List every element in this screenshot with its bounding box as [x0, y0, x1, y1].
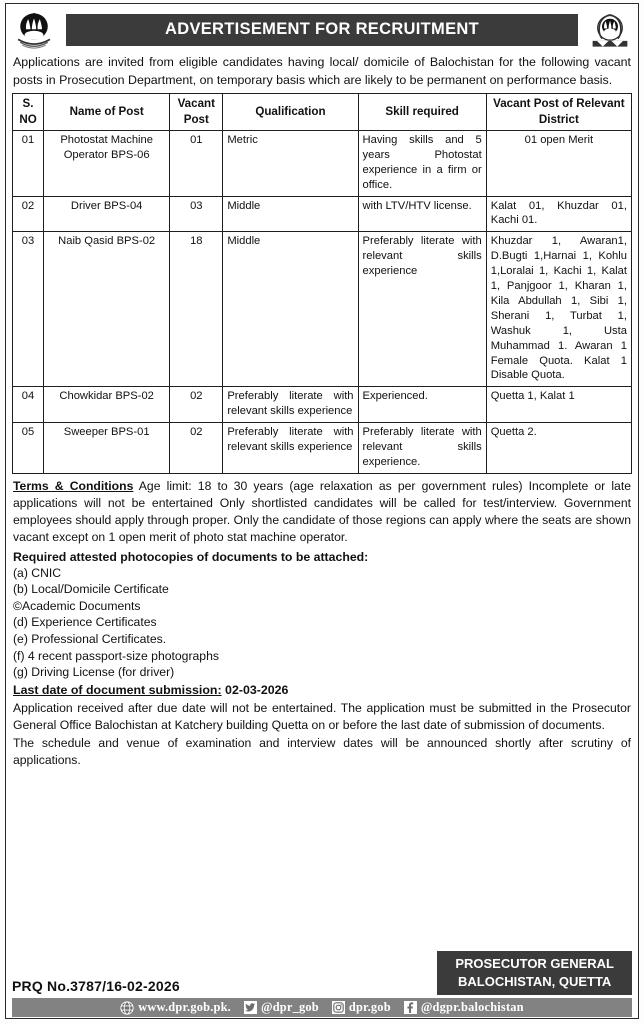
signature-row: [12, 951, 632, 998]
table-row: [13, 196, 632, 232]
table-row: [13, 232, 632, 387]
terms-heading: Terms & Conditions: [13, 478, 134, 493]
terms-body: Age limit: 18 to 30 years (age relaxation as per government rules) Incomplete or late applications will not be entertained Only shortlisted candidates will be called for test/interview. Government employees should apply through proper. Only the candidate of those regions can apply where the seats are shown vacant except on 1 open merit of photo stat machine operator.: [13, 478, 631, 545]
cell-vacant: 03: [170, 196, 223, 232]
cell-post: Sweeper BPS-01: [44, 423, 170, 474]
website-link[interactable]: [120, 1000, 231, 1015]
list-item: (f) 4 recent passport-size photographs: [13, 648, 219, 663]
cell-district: Kalat 01, Khuzdar 01, Kachi 01.: [486, 196, 631, 232]
website-label: www.dpr.gob.pk.: [138, 1000, 231, 1014]
list-item: (d) Experience Certificates: [13, 615, 157, 630]
cell-qualification: Middle: [223, 196, 358, 232]
cell-qualification: Metric: [223, 131, 358, 197]
cell-vacant: 02: [170, 387, 223, 423]
instagram-icon: [332, 1001, 345, 1014]
signature-line-2: BALOCHISTAN, QUETTA: [457, 973, 612, 989]
closing-notes: [12, 699, 632, 770]
list-item: ©Academic Documents: [13, 598, 141, 613]
globe-icon: [120, 1001, 134, 1015]
last-date-line: [12, 681, 632, 699]
balochistan-government-emblem-icon: [12, 9, 56, 51]
required-documents-list: [12, 565, 632, 681]
cell-vacant: 01: [170, 131, 223, 197]
instagram-link[interactable]: [332, 1000, 391, 1015]
cell-skill: Experienced.: [358, 387, 486, 423]
cell-district: 01 open Merit: [486, 131, 631, 197]
twitter-link[interactable]: [244, 1000, 319, 1015]
cell-post: Chowkidar BPS-02: [44, 387, 170, 423]
cell-qualification: Preferably literate with relevant skills experience: [223, 387, 358, 423]
column-header-name-of-post: Name of Post: [44, 94, 170, 131]
document-sheet: [5, 3, 639, 1019]
cell-post: Photostat Machine Operator BPS-06: [44, 131, 170, 197]
table-row: [13, 387, 632, 423]
facebook-icon: [404, 1001, 417, 1014]
cell-qualification: Preferably literate with relevant skills experience: [223, 423, 358, 474]
table-row: [13, 423, 632, 474]
cell-post: Naib Qasid BPS-02: [44, 232, 170, 387]
facebook-link[interactable]: [404, 1000, 524, 1015]
last-date-value: 02-03-2026: [221, 682, 289, 697]
cell-sno: 04: [13, 387, 44, 423]
required-documents-heading: Required attested photocopies of documents to be attached:: [13, 549, 369, 564]
closing-paragraph: Application received after due date will not be entertained. The application must be submitted in the Prosecutor General Office Balochistan at Katchery building Quetta on or before the last date of submission of documents.: [13, 700, 631, 732]
cell-skill: Having skills and 5 years Photostat experience in a firm or office.: [358, 131, 486, 197]
column-header-sno: S. NO: [13, 94, 44, 131]
cell-sno: 05: [13, 423, 44, 474]
cell-district: Quetta 2.: [486, 423, 631, 474]
column-header-qualification: Qualification: [223, 94, 358, 131]
list-item: (b) Local/Domicile Certificate: [13, 582, 169, 597]
prosecution-department-emblem-icon: [588, 9, 632, 51]
vacancy-table: [12, 93, 632, 474]
social-links-bar: [12, 998, 632, 1017]
closing-paragraph: The schedule and venue of examination and interview dates will be announced shortly after scrutiny of applications.: [13, 736, 631, 768]
column-header-vacant-post: Vacant Post: [170, 94, 223, 131]
table-row: [13, 131, 632, 197]
document-footer: [12, 951, 632, 1017]
page-title: ADVERTISEMENT FOR RECRUITMENT: [66, 14, 578, 46]
instagram-label: dpr.gob: [348, 1000, 391, 1014]
cell-skill: Preferably literate with relevant skills experience: [358, 232, 486, 387]
cell-sno: 01: [13, 131, 44, 197]
cell-district: Khuzdar 1, Awaran1, D.Bugti 1,Harnai 1, Kohlu 1,Loralai 1, Kachi 1, Kalat 1, Panjgoor 1, Kharan 1, Kila Abdullah 1, Sibi 1, Sherani 1, Turbat 1, Washuk 1, Usta Muhammad 1. Awaran 1 Female Quota. Kalat 1 Disable Quota.: [486, 232, 631, 387]
cell-skill: Preferably literate with relevant skills experience.: [358, 423, 486, 474]
twitter-label: @dpr_gob: [260, 1000, 319, 1014]
cell-skill: with LTV/HTV license.: [358, 196, 486, 232]
column-header-vacant-post-district: Vacant Post of Relevant District: [486, 94, 631, 131]
cell-vacant: 18: [170, 232, 223, 387]
intro-paragraph: Applications are invited from eligible candidates having local/ domicile of Balochistan for the following vacant posts in Prosecution Department, on temporary basis which are likely to be permanent on performance basis.: [13, 55, 631, 87]
column-header-skill-required: Skill required: [358, 94, 486, 131]
prq-number: PRQ No.3787/16-02-2026: [12, 978, 180, 994]
cell-sno: 03: [13, 232, 44, 387]
cell-post: Driver BPS-04: [44, 196, 170, 232]
document-header: [12, 8, 632, 52]
terms-and-conditions: [12, 474, 632, 547]
signature-block: [437, 951, 632, 995]
twitter-icon: [244, 1001, 257, 1014]
cell-qualification: Middle: [223, 232, 358, 387]
cell-vacant: 02: [170, 423, 223, 474]
list-item: (e) Professional Certificates.: [13, 631, 167, 646]
cell-district: Quetta 1, Kalat 1: [486, 387, 631, 423]
cell-sno: 02: [13, 196, 44, 232]
list-item: (g) Driving License (for driver): [13, 665, 175, 680]
signature-line-1: PROSECUTOR GENERAL: [455, 956, 614, 972]
last-date-label: Last date of document submission:: [13, 682, 222, 697]
list-item: (a) CNIC: [13, 565, 62, 580]
table-header-row: [13, 94, 632, 131]
facebook-label: @dgpr.balochistan: [420, 1000, 524, 1014]
